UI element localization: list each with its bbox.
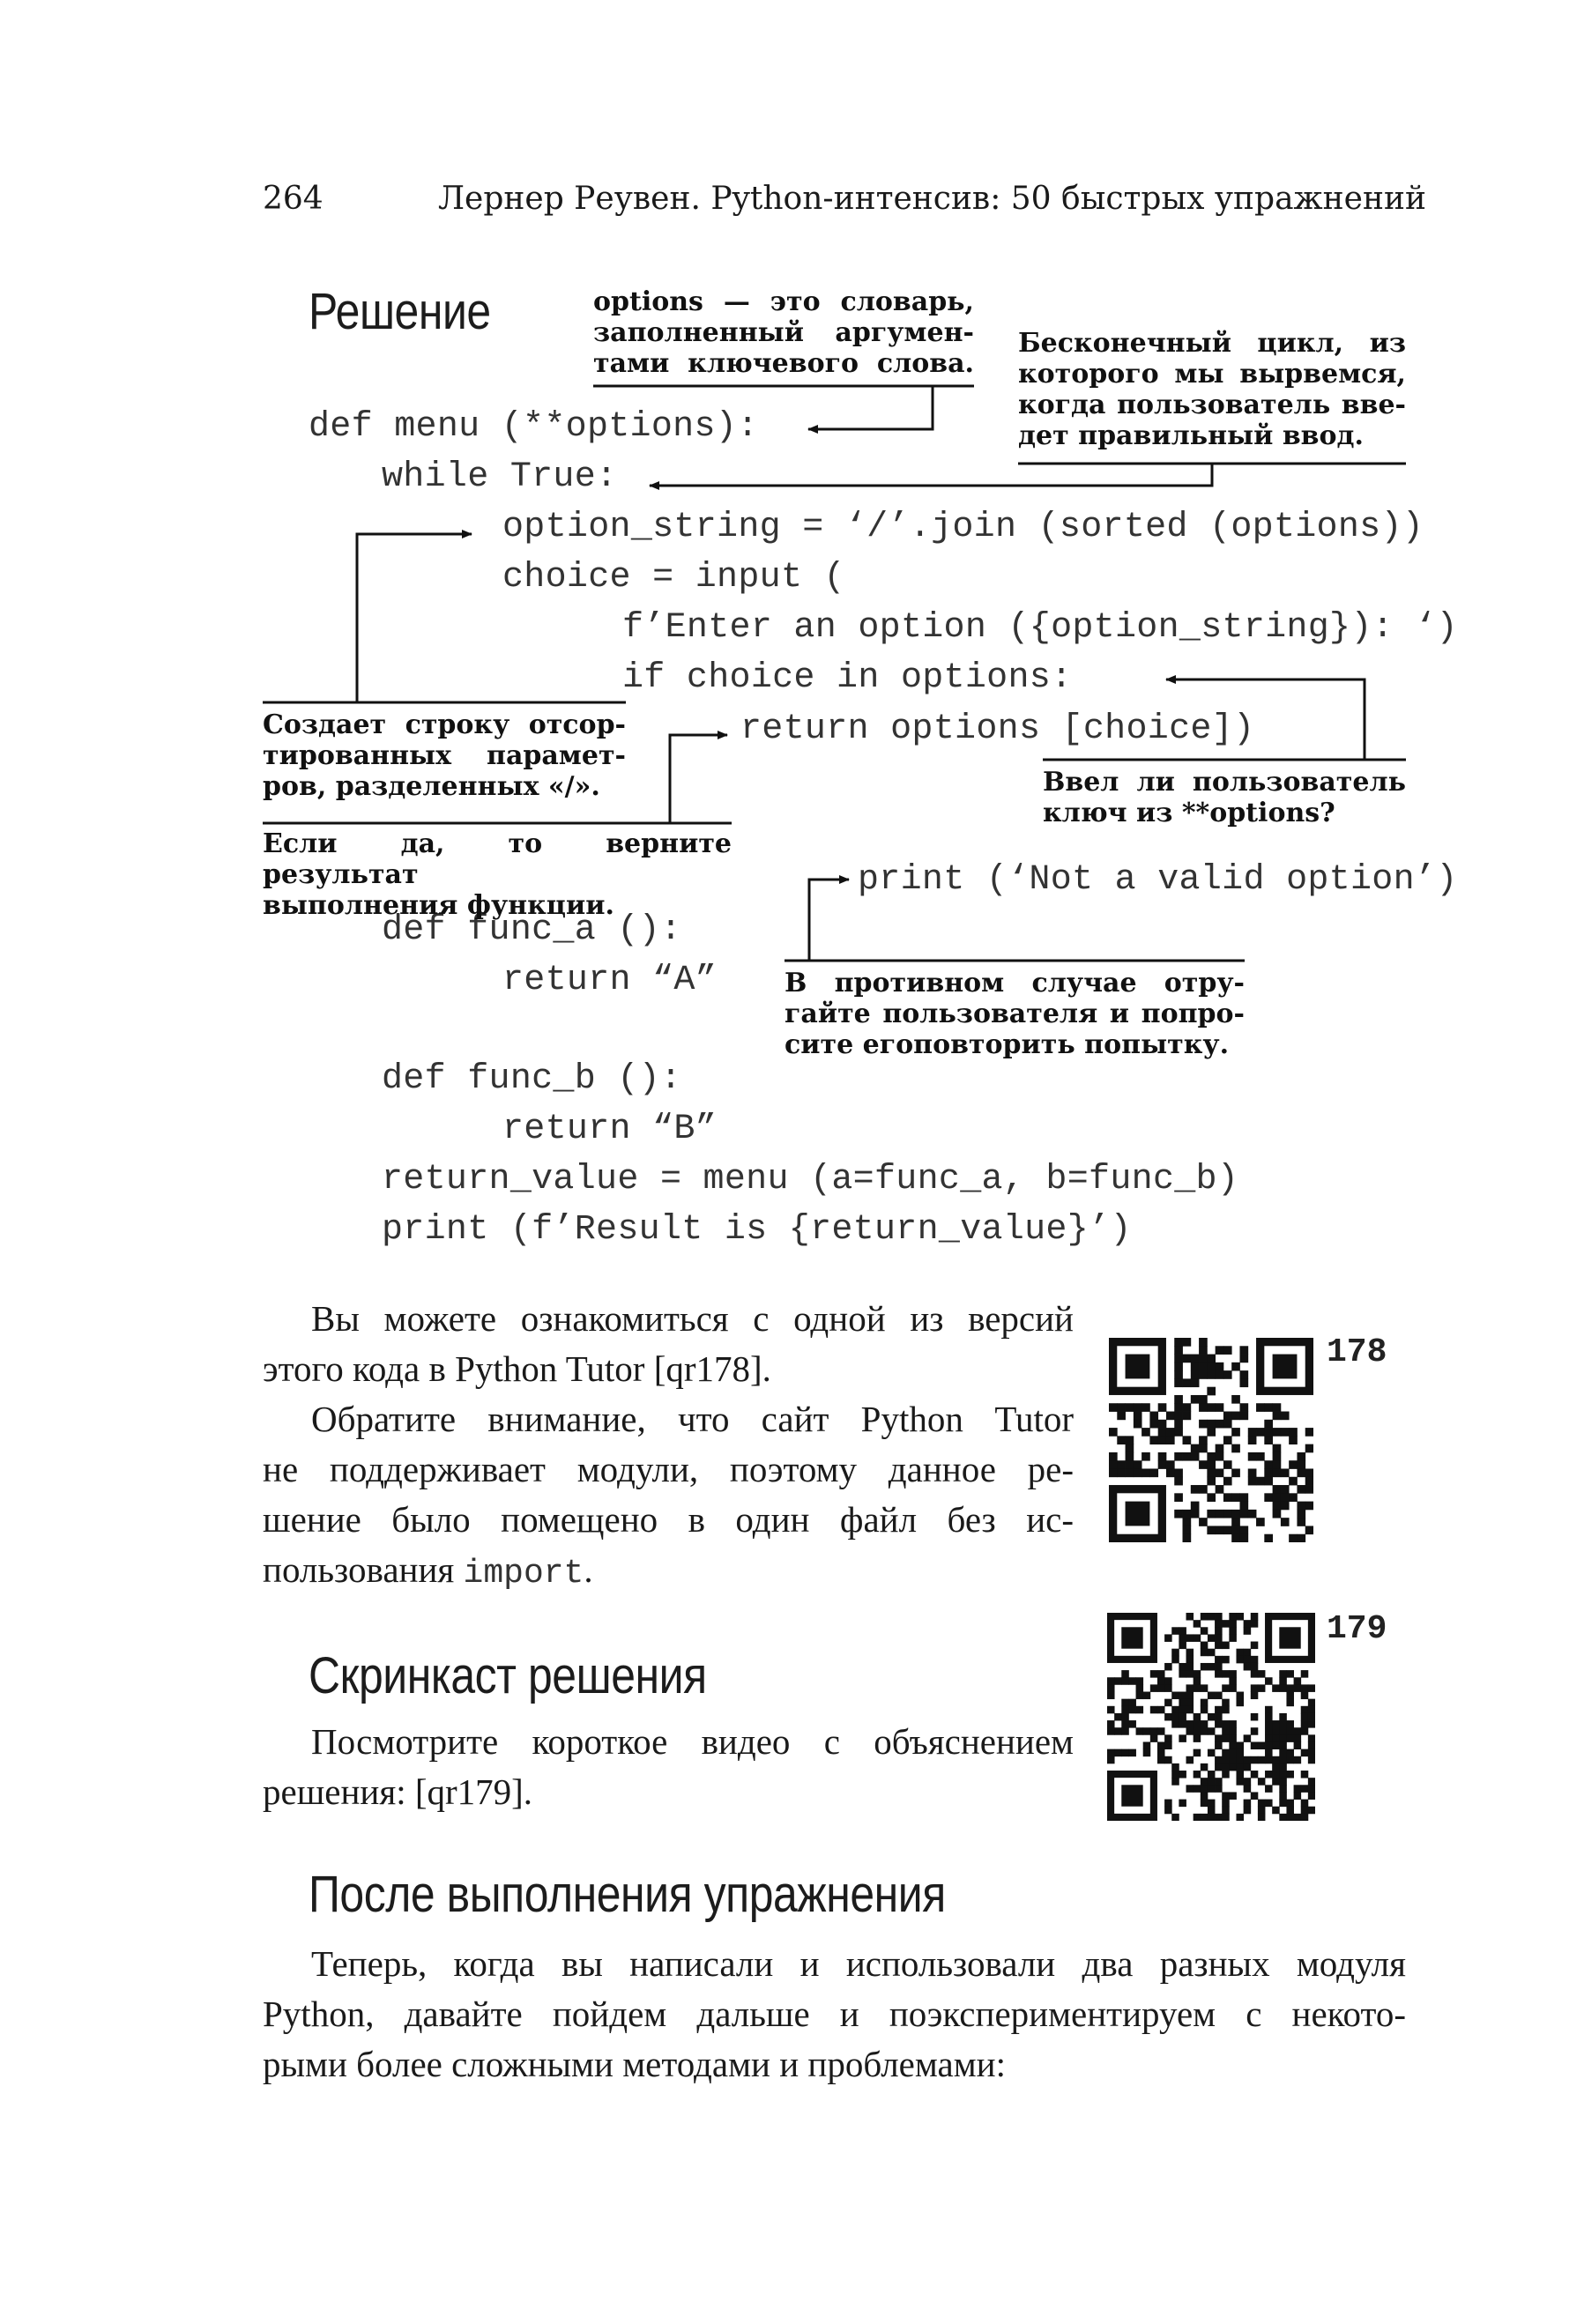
- annotation-return-result: Если да, то верните результат выполнения функции.: [263, 828, 732, 921]
- paragraph-screencast: Посмотрите короткое видео с объяснением решения: [qr179].: [263, 1721, 1074, 1812]
- paragraph-python-tutor: Вы можете ознакомиться с одной из версий этого кода в Python Tutor [qr178].: [263, 1298, 1074, 1389]
- inline-code-import: import: [463, 1555, 584, 1593]
- arrow-options-dict: [808, 386, 933, 429]
- qr-code-178: [1109, 1338, 1313, 1542]
- code-line-8: print (‘Not a valid option’): [858, 860, 1458, 900]
- annotation-else-branch: В противном случае отру- гайте пользователя и попро- сите егоповторить попытку.: [785, 968, 1245, 1060]
- code-line-13: return_value = menu (a=func_a, b=func_b): [382, 1160, 1239, 1199]
- code-line-11: def func_b ():: [382, 1059, 682, 1099]
- paragraph-modules-note: Обратите внимание, что сайт Python Tutor не поддерживает модули, поэтому данное ре- шение было помещено в один файл без ис- пользования import.: [263, 1399, 1074, 1593]
- running-title: Лернер Реувен. Python-интенсив: 50 быстрых упражнений: [438, 181, 1426, 217]
- arrow-else-branch: [809, 880, 849, 961]
- heading-after-exercise: После выполнения упражнения: [309, 1866, 946, 1923]
- code-line-9: def func_a ():: [382, 910, 682, 950]
- page-number: 264: [263, 181, 323, 217]
- arrow-key-check: [1166, 679, 1365, 760]
- annotation-key-check: Ввел ли пользователь ключ из **options?: [1043, 767, 1406, 828]
- qr-label-178: 178: [1327, 1333, 1387, 1371]
- annotation-infinite-loop: Бесконечный цикл, из которого мы вырвемся, когда пользователь вве- дет правильный ввод.: [1018, 328, 1406, 451]
- annotation-sorted-string: Создает строку отсор- тированных парамет- ров, разделенных «/».: [263, 709, 626, 802]
- code-line-12: return “B”: [502, 1110, 718, 1149]
- code-line-3: option_string = ‘/’.join (sorted (options)): [502, 508, 1424, 547]
- heading-solution: Решение: [309, 283, 491, 340]
- code-line-14: print (f’Result is {return_value}’): [382, 1210, 1132, 1250]
- paragraph-after-exercise: Теперь, когда вы написали и использовали два разных модуля Python, давайте пойдем дальше и поэкспериментируем с некото- рыми более сложными методами и проблемами:: [263, 1943, 1406, 2084]
- code-line-4: choice = input (: [502, 558, 845, 598]
- code-line-5: f’Enter an option ({option_string}): ‘): [622, 608, 1458, 648]
- code-line-10: return “A”: [502, 961, 718, 1000]
- code-line-2: while True:: [382, 457, 618, 497]
- code-line-7: return options [choice]): [740, 709, 1255, 749]
- qr-code-179: [1107, 1613, 1315, 1821]
- code-line-1: def menu (**options):: [309, 407, 759, 447]
- qr-label-179: 179: [1327, 1610, 1387, 1648]
- arrow-sorted-string: [357, 534, 472, 702]
- heading-screencast: Скринкаст решения: [309, 1647, 707, 1704]
- annotation-options-dict: options — это словарь, заполненный аргумен- тами ключевого слова.: [593, 286, 974, 379]
- code-line-6: if choice in options:: [622, 658, 1073, 698]
- arrow-return-result: [670, 735, 727, 823]
- arrow-infinite-loop: [650, 464, 1212, 486]
